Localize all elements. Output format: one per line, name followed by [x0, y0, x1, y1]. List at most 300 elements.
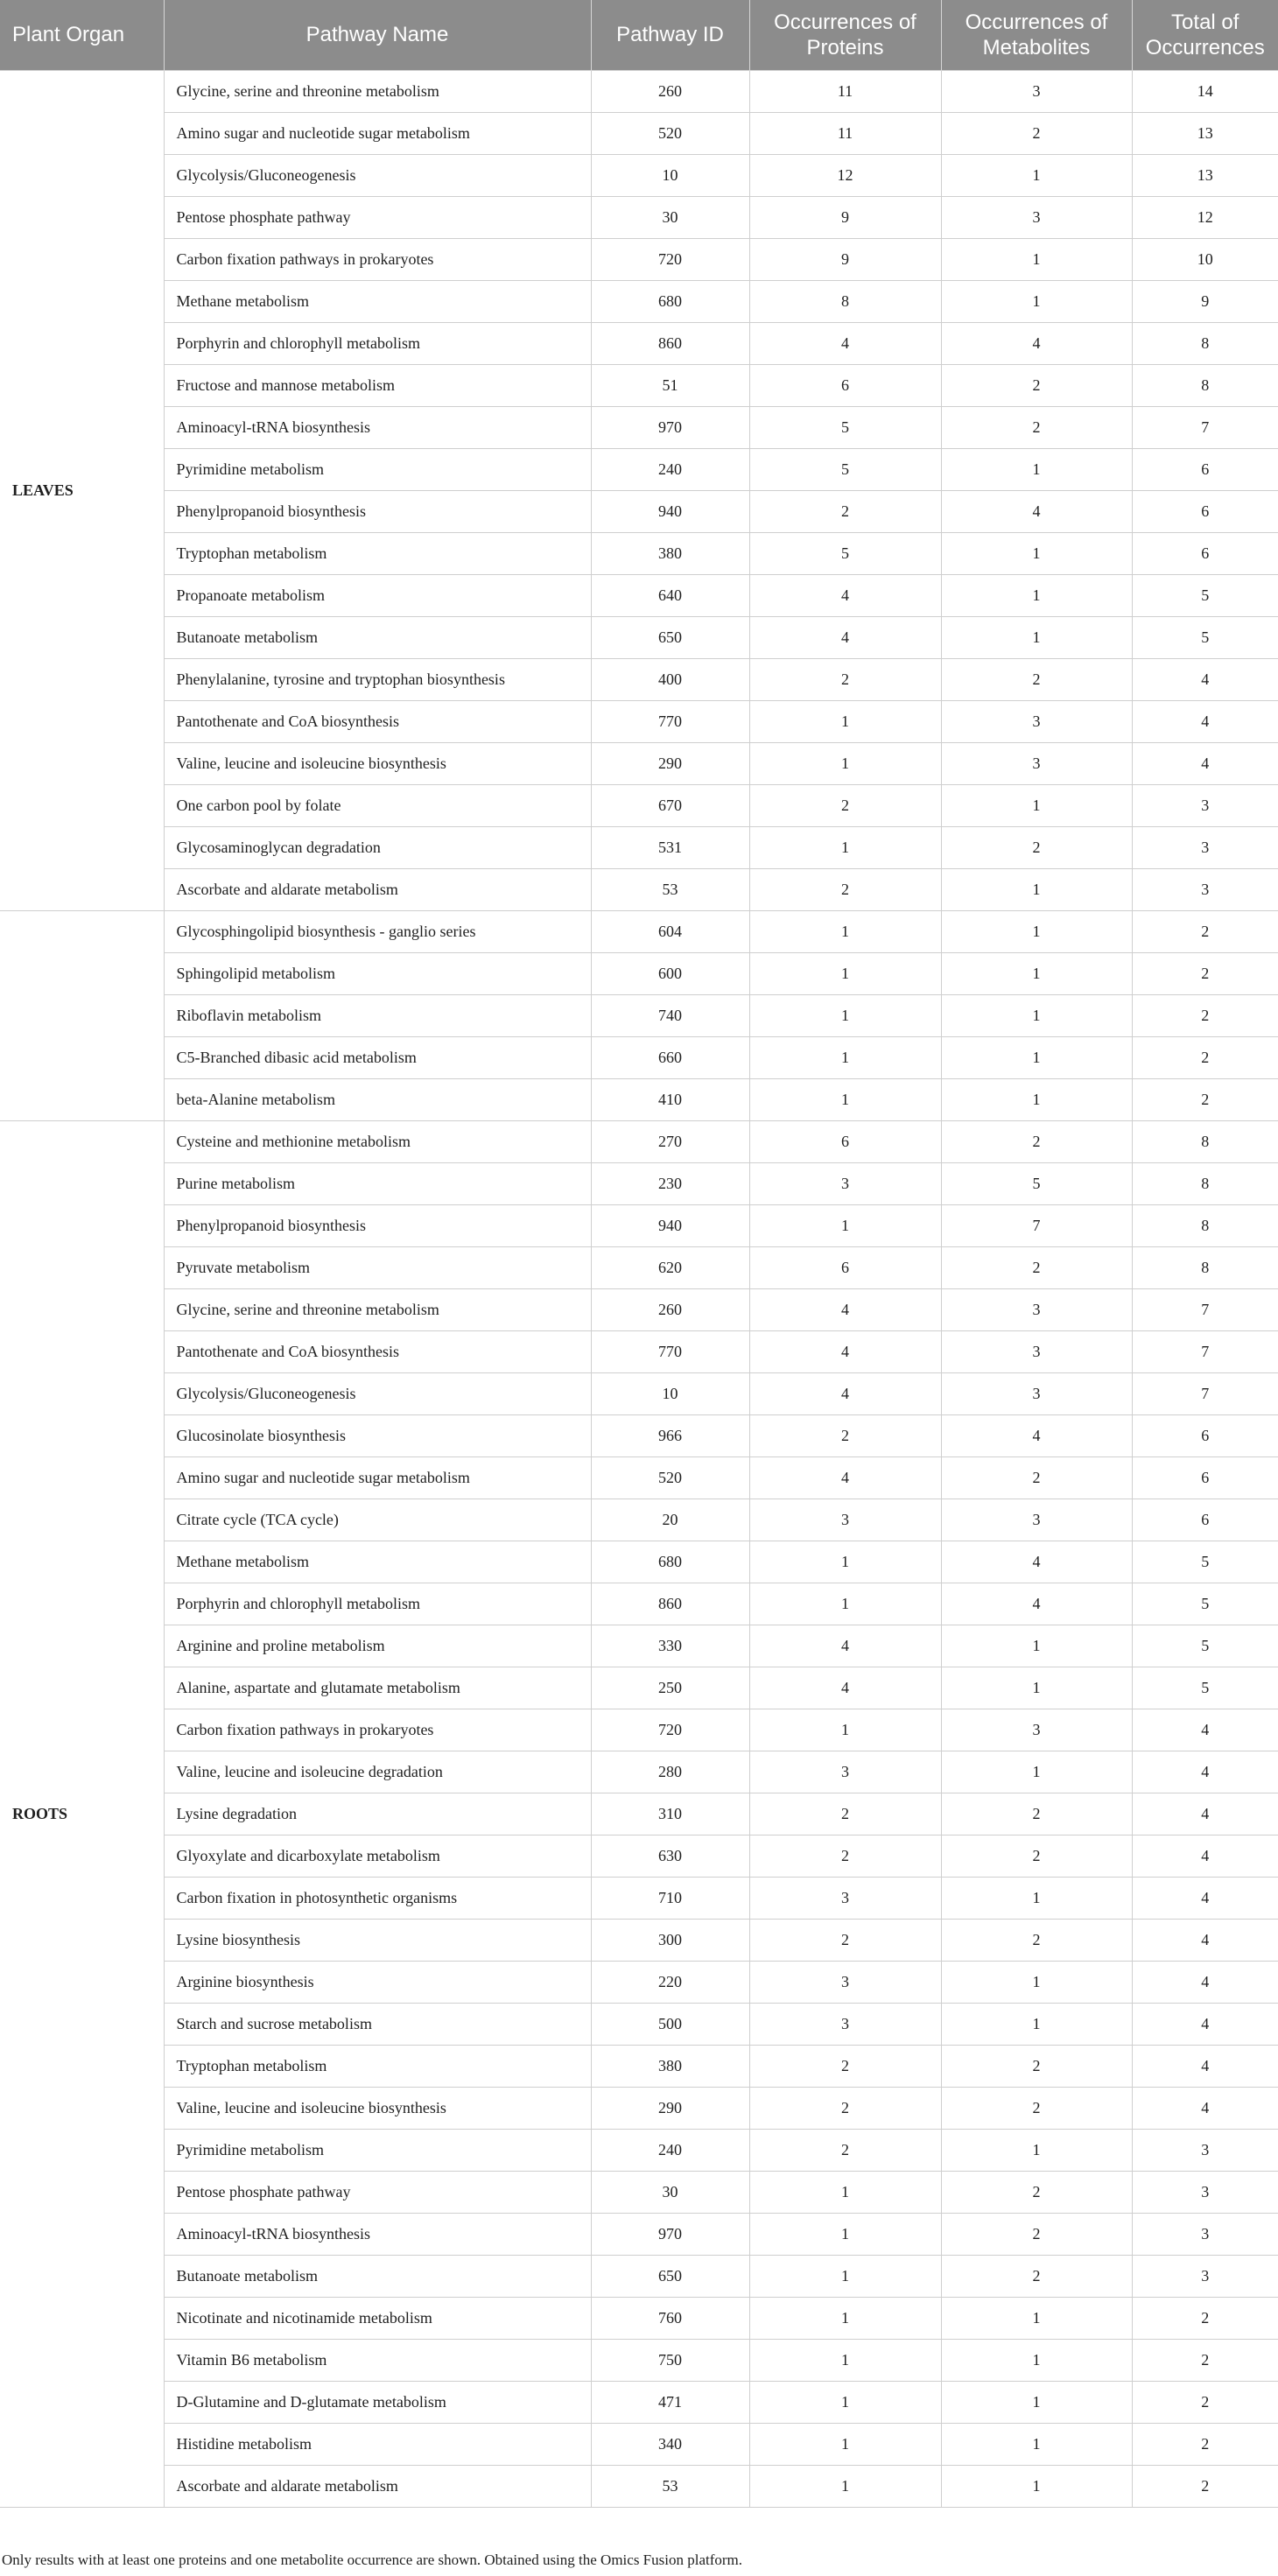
- table-row: [0, 2423, 1278, 2465]
- header-pathway-name: Pathway Name: [164, 0, 591, 70]
- total-count-cell: 10: [1132, 238, 1278, 280]
- table-row: [0, 2381, 1278, 2423]
- metabolites-count-cell: 3: [941, 1709, 1132, 1751]
- metabolites-count-cell: 1: [941, 2381, 1132, 2423]
- pathway-id-cell: 290: [591, 742, 749, 784]
- proteins-count-cell: 4: [749, 322, 941, 364]
- metabolites-count-cell: 1: [941, 2129, 1132, 2171]
- metabolites-count-cell: 1: [941, 280, 1132, 322]
- proteins-count-cell: 2: [749, 658, 941, 700]
- proteins-count-cell: 2: [749, 784, 941, 826]
- pathway-id-cell: 10: [591, 1372, 749, 1414]
- proteins-count-cell: 9: [749, 238, 941, 280]
- total-count-cell: 2: [1132, 2339, 1278, 2381]
- table-row: [0, 1204, 1278, 1246]
- metabolites-count-cell: 4: [941, 322, 1132, 364]
- pathway-id-cell: 860: [591, 322, 749, 364]
- metabolites-count-cell: 2: [941, 826, 1132, 868]
- pathway-id-cell: 471: [591, 2381, 749, 2423]
- table-row: [0, 2129, 1278, 2171]
- pathway-name-cell: Pantothenate and CoA biosynthesis: [164, 1330, 591, 1372]
- pathway-name-cell: Pyrimidine metabolism: [164, 448, 591, 490]
- total-count-cell: 4: [1132, 1877, 1278, 1919]
- total-count-cell: 4: [1132, 2087, 1278, 2129]
- metabolites-count-cell: 2: [941, 1835, 1132, 1877]
- pathway-name-cell: Lysine biosynthesis: [164, 1919, 591, 1961]
- pathway-name-cell: Ascorbate and aldarate metabolism: [164, 868, 591, 910]
- proteins-count-cell: 1: [749, 910, 941, 952]
- pathway-id-cell: 300: [591, 1919, 749, 1961]
- pathway-id-cell: 400: [591, 658, 749, 700]
- proteins-count-cell: 8: [749, 280, 941, 322]
- total-count-cell: 4: [1132, 700, 1278, 742]
- proteins-count-cell: 1: [749, 1078, 941, 1120]
- proteins-count-cell: 11: [749, 112, 941, 154]
- table-row: [0, 1036, 1278, 1078]
- proteins-count-cell: 1: [749, 2297, 941, 2339]
- pathway-name-cell: beta-Alanine metabolism: [164, 1078, 591, 1120]
- table-row: [0, 532, 1278, 574]
- table-row: [0, 1541, 1278, 1583]
- pathway-name-cell: D-Glutamine and D-glutamate metabolism: [164, 2381, 591, 2423]
- metabolites-count-cell: 2: [941, 2171, 1132, 2213]
- proteins-count-cell: 1: [749, 2465, 941, 2507]
- metabolites-count-cell: 3: [941, 700, 1132, 742]
- table-row: [0, 1078, 1278, 1120]
- metabolites-count-cell: 1: [941, 2423, 1132, 2465]
- metabolites-count-cell: 2: [941, 1793, 1132, 1835]
- metabolites-count-cell: 3: [941, 70, 1132, 112]
- table-row: [0, 70, 1278, 112]
- metabolites-count-cell: 2: [941, 2087, 1132, 2129]
- pathway-name-cell: Methane metabolism: [164, 280, 591, 322]
- pathway-name-cell: Glycine, serine and threonine metabolism: [164, 70, 591, 112]
- table-row: [0, 826, 1278, 868]
- pathway-name-cell: Fructose and mannose metabolism: [164, 364, 591, 406]
- total-count-cell: 4: [1132, 2045, 1278, 2087]
- pathway-id-cell: 970: [591, 2213, 749, 2255]
- table-row: [0, 448, 1278, 490]
- proteins-count-cell: 1: [749, 742, 941, 784]
- pathway-name-cell: Histidine metabolism: [164, 2423, 591, 2465]
- metabolites-count-cell: 1: [941, 784, 1132, 826]
- pathway-name-cell: Citrate cycle (TCA cycle): [164, 1499, 591, 1541]
- table-row: [0, 700, 1278, 742]
- total-count-cell: 13: [1132, 154, 1278, 196]
- metabolites-count-cell: 1: [941, 1625, 1132, 1667]
- proteins-count-cell: 2: [749, 2129, 941, 2171]
- total-count-cell: 2: [1132, 2297, 1278, 2339]
- metabolites-count-cell: 1: [941, 1667, 1132, 1709]
- metabolites-count-cell: 1: [941, 448, 1132, 490]
- table-row: [0, 1919, 1278, 1961]
- table-row: [0, 658, 1278, 700]
- proteins-count-cell: 1: [749, 2213, 941, 2255]
- proteins-count-cell: 1: [749, 1709, 941, 1751]
- metabolites-count-cell: 3: [941, 742, 1132, 784]
- total-count-cell: 5: [1132, 1541, 1278, 1583]
- table-row: [0, 1583, 1278, 1625]
- table-row: [0, 616, 1278, 658]
- pathway-name-cell: Arginine biosynthesis: [164, 1961, 591, 2003]
- metabolites-count-cell: 1: [941, 238, 1132, 280]
- metabolites-count-cell: 4: [941, 1414, 1132, 1456]
- metabolites-count-cell: 1: [941, 1961, 1132, 2003]
- proteins-count-cell: 1: [749, 1541, 941, 1583]
- pathway-name-cell: Butanoate metabolism: [164, 616, 591, 658]
- total-count-cell: 4: [1132, 2003, 1278, 2045]
- total-count-cell: 4: [1132, 1919, 1278, 1961]
- pathway-id-cell: 620: [591, 1246, 749, 1288]
- proteins-count-cell: 4: [749, 1288, 941, 1330]
- table-row: [0, 2087, 1278, 2129]
- pathway-id-cell: 650: [591, 2255, 749, 2297]
- table-row: [0, 1877, 1278, 1919]
- pathway-name-cell: Glucosinolate biosynthesis: [164, 1414, 591, 1456]
- pathway-name-cell: Phenylpropanoid biosynthesis: [164, 490, 591, 532]
- proteins-count-cell: 3: [749, 2003, 941, 2045]
- proteins-count-cell: 3: [749, 1499, 941, 1541]
- pathway-name-cell: Arginine and proline metabolism: [164, 1625, 591, 1667]
- total-count-cell: 7: [1132, 1330, 1278, 1372]
- pathway-name-cell: Valine, leucine and isoleucine biosynthesis: [164, 2087, 591, 2129]
- metabolites-count-cell: 1: [941, 1036, 1132, 1078]
- pathway-id-cell: 410: [591, 1078, 749, 1120]
- pathway-id-cell: 240: [591, 2129, 749, 2171]
- table-row: [0, 2171, 1278, 2213]
- proteins-count-cell: 6: [749, 364, 941, 406]
- pathway-id-cell: 240: [591, 448, 749, 490]
- total-count-cell: 8: [1132, 364, 1278, 406]
- table-row: [0, 364, 1278, 406]
- total-count-cell: 2: [1132, 1078, 1278, 1120]
- pathway-id-cell: 500: [591, 2003, 749, 2045]
- total-count-cell: 5: [1132, 574, 1278, 616]
- proteins-count-cell: 3: [749, 1961, 941, 2003]
- proteins-count-cell: 2: [749, 1835, 941, 1877]
- proteins-count-cell: 1: [749, 1204, 941, 1246]
- pathway-name-cell: Aminoacyl-tRNA biosynthesis: [164, 406, 591, 448]
- table-row: [0, 2297, 1278, 2339]
- metabolites-count-cell: 7: [941, 1204, 1132, 1246]
- table-row: [0, 2339, 1278, 2381]
- proteins-count-cell: 5: [749, 532, 941, 574]
- metabolites-count-cell: 4: [941, 1541, 1132, 1583]
- metabolites-count-cell: 1: [941, 532, 1132, 574]
- pathway-id-cell: 270: [591, 1120, 749, 1162]
- pathway-name-cell: Glycosphingolipid biosynthesis - ganglio series: [164, 910, 591, 952]
- proteins-count-cell: 1: [749, 700, 941, 742]
- pathway-name-cell: Methane metabolism: [164, 1541, 591, 1583]
- metabolites-count-cell: 3: [941, 196, 1132, 238]
- pathway-name-cell: One carbon pool by folate: [164, 784, 591, 826]
- pathway-id-cell: 53: [591, 868, 749, 910]
- total-count-cell: 4: [1132, 742, 1278, 784]
- proteins-count-cell: 1: [749, 2339, 941, 2381]
- table-row: [0, 1625, 1278, 1667]
- proteins-count-cell: 2: [749, 2087, 941, 2129]
- pathway-name-cell: Propanoate metabolism: [164, 574, 591, 616]
- pathway-name-cell: Riboflavin metabolism: [164, 994, 591, 1036]
- proteins-count-cell: 4: [749, 616, 941, 658]
- proteins-count-cell: 2: [749, 490, 941, 532]
- metabolites-count-cell: 2: [941, 364, 1132, 406]
- plant-organ-cell: [0, 910, 164, 1120]
- table-row: [0, 2045, 1278, 2087]
- metabolites-count-cell: 1: [941, 574, 1132, 616]
- proteins-count-cell: 4: [749, 1667, 941, 1709]
- pathway-name-cell: Vitamin B6 metabolism: [164, 2339, 591, 2381]
- table-row: [0, 1961, 1278, 2003]
- total-count-cell: 3: [1132, 868, 1278, 910]
- pathway-name-cell: C5-Branched dibasic acid metabolism: [164, 1036, 591, 1078]
- metabolites-count-cell: 2: [941, 2045, 1132, 2087]
- metabolites-count-cell: 5: [941, 1162, 1132, 1204]
- pathway-name-cell: Glycolysis/Gluconeogenesis: [164, 1372, 591, 1414]
- total-count-cell: 2: [1132, 2381, 1278, 2423]
- proteins-count-cell: 9: [749, 196, 941, 238]
- table-row: [0, 1835, 1278, 1877]
- pathway-name-cell: Carbon fixation in photosynthetic organisms: [164, 1877, 591, 1919]
- pathway-id-cell: 970: [591, 406, 749, 448]
- pathway-id-cell: 770: [591, 700, 749, 742]
- metabolites-count-cell: 1: [941, 2465, 1132, 2507]
- metabolites-count-cell: 1: [941, 910, 1132, 952]
- pathway-name-cell: Valine, leucine and isoleucine degradation: [164, 1751, 591, 1793]
- table-row: [0, 1414, 1278, 1456]
- proteins-count-cell: 2: [749, 1414, 941, 1456]
- total-count-cell: 13: [1132, 112, 1278, 154]
- table-row: [0, 2465, 1278, 2507]
- proteins-count-cell: 1: [749, 1036, 941, 1078]
- table-row: [0, 1709, 1278, 1751]
- pathway-name-cell: Purine metabolism: [164, 1162, 591, 1204]
- metabolites-count-cell: 1: [941, 2297, 1132, 2339]
- table-row: [0, 322, 1278, 364]
- total-count-cell: 3: [1132, 2171, 1278, 2213]
- metabolites-count-cell: 4: [941, 490, 1132, 532]
- pathway-id-cell: 640: [591, 574, 749, 616]
- pathway-name-cell: Porphyrin and chlorophyll metabolism: [164, 322, 591, 364]
- pathway-name-cell: Tryptophan metabolism: [164, 2045, 591, 2087]
- metabolites-count-cell: 3: [941, 1372, 1132, 1414]
- pathway-id-cell: 30: [591, 2171, 749, 2213]
- proteins-count-cell: 3: [749, 1751, 941, 1793]
- pathway-id-cell: 670: [591, 784, 749, 826]
- pathway-name-cell: Pyrimidine metabolism: [164, 2129, 591, 2171]
- pathway-name-cell: Butanoate metabolism: [164, 2255, 591, 2297]
- proteins-count-cell: 6: [749, 1120, 941, 1162]
- pathway-id-cell: 720: [591, 1709, 749, 1751]
- total-count-cell: 9: [1132, 280, 1278, 322]
- pathway-name-cell: Starch and sucrose metabolism: [164, 2003, 591, 2045]
- proteins-count-cell: 4: [749, 1372, 941, 1414]
- total-count-cell: 4: [1132, 658, 1278, 700]
- table-footnote: Only results with at least one proteins and one metabolite occurrence are shown. Obtained using the Omics Fusion platform.: [2, 2551, 743, 2568]
- total-count-cell: 2: [1132, 2423, 1278, 2465]
- pathway-id-cell: 940: [591, 1204, 749, 1246]
- metabolites-count-cell: 3: [941, 1288, 1132, 1330]
- total-count-cell: 8: [1132, 1162, 1278, 1204]
- table-row: [0, 154, 1278, 196]
- total-count-cell: 3: [1132, 826, 1278, 868]
- total-count-cell: 8: [1132, 1120, 1278, 1162]
- table-row: [0, 1456, 1278, 1499]
- table-row: [0, 280, 1278, 322]
- total-count-cell: 4: [1132, 1709, 1278, 1751]
- metabolites-count-cell: 2: [941, 658, 1132, 700]
- metabolites-count-cell: 1: [941, 2339, 1132, 2381]
- total-count-cell: 5: [1132, 1625, 1278, 1667]
- total-count-cell: 2: [1132, 910, 1278, 952]
- total-count-cell: 2: [1132, 994, 1278, 1036]
- header-plant-organ: Plant Organ: [0, 0, 164, 70]
- total-count-cell: 2: [1132, 1036, 1278, 1078]
- proteins-count-cell: 1: [749, 2171, 941, 2213]
- table-row: [0, 1162, 1278, 1204]
- proteins-count-cell: 5: [749, 448, 941, 490]
- metabolites-count-cell: 2: [941, 1919, 1132, 1961]
- pathway-id-cell: 966: [591, 1414, 749, 1456]
- metabolites-count-cell: 2: [941, 1120, 1132, 1162]
- pathway-name-cell: Pantothenate and CoA biosynthesis: [164, 700, 591, 742]
- total-count-cell: 3: [1132, 2213, 1278, 2255]
- pathway-id-cell: 20: [591, 1499, 749, 1541]
- pathway-name-cell: Glycosaminoglycan degradation: [164, 826, 591, 868]
- proteins-count-cell: 2: [749, 1793, 941, 1835]
- total-count-cell: 4: [1132, 1961, 1278, 2003]
- table-row: [0, 868, 1278, 910]
- plant-organ-cell: LEAVES: [0, 70, 164, 910]
- table-row: [0, 952, 1278, 994]
- proteins-count-cell: 4: [749, 1330, 941, 1372]
- pathway-name-cell: Nicotinate and nicotinamide metabolism: [164, 2297, 591, 2339]
- pathway-id-cell: 650: [591, 616, 749, 658]
- total-count-cell: 6: [1132, 448, 1278, 490]
- total-count-cell: 4: [1132, 1751, 1278, 1793]
- proteins-count-cell: 1: [749, 952, 941, 994]
- pathway-name-cell: Valine, leucine and isoleucine biosynthesis: [164, 742, 591, 784]
- total-count-cell: 7: [1132, 406, 1278, 448]
- pathway-id-cell: 604: [591, 910, 749, 952]
- table-row: [0, 2255, 1278, 2297]
- metabolites-count-cell: 1: [941, 154, 1132, 196]
- metabolites-count-cell: 2: [941, 406, 1132, 448]
- pathway-id-cell: 750: [591, 2339, 749, 2381]
- total-count-cell: 3: [1132, 784, 1278, 826]
- plant-organ-cell: ROOTS: [0, 1120, 164, 2507]
- pathway-id-cell: 680: [591, 1541, 749, 1583]
- total-count-cell: 14: [1132, 70, 1278, 112]
- pathway-id-cell: 51: [591, 364, 749, 406]
- pathway-id-cell: 680: [591, 280, 749, 322]
- pathway-id-cell: 310: [591, 1793, 749, 1835]
- metabolites-count-cell: 1: [941, 868, 1132, 910]
- total-count-cell: 2: [1132, 952, 1278, 994]
- table-row: [0, 742, 1278, 784]
- total-count-cell: 6: [1132, 1414, 1278, 1456]
- pathway-name-cell: Ascorbate and aldarate metabolism: [164, 2465, 591, 2507]
- metabolites-count-cell: 2: [941, 112, 1132, 154]
- pathway-id-cell: 630: [591, 1835, 749, 1877]
- metabolites-count-cell: 4: [941, 1583, 1132, 1625]
- header-occurrences-proteins: Occurrences of Proteins: [749, 0, 941, 70]
- table-header: [0, 0, 1278, 70]
- table-row: [0, 112, 1278, 154]
- metabolites-count-cell: 3: [941, 1499, 1132, 1541]
- proteins-count-cell: 12: [749, 154, 941, 196]
- pathway-id-cell: 740: [591, 994, 749, 1036]
- pathway-id-cell: 380: [591, 2045, 749, 2087]
- table-row: [0, 2213, 1278, 2255]
- pathway-id-cell: 760: [591, 2297, 749, 2339]
- table-row: [0, 574, 1278, 616]
- table-row: [0, 196, 1278, 238]
- proteins-count-cell: 1: [749, 826, 941, 868]
- table-row: [0, 1372, 1278, 1414]
- total-count-cell: 7: [1132, 1288, 1278, 1330]
- metabolites-count-cell: 3: [941, 1330, 1132, 1372]
- total-count-cell: 4: [1132, 1793, 1278, 1835]
- pathway-id-cell: 30: [591, 196, 749, 238]
- proteins-count-cell: 4: [749, 1456, 941, 1499]
- proteins-count-cell: 6: [749, 1246, 941, 1288]
- total-count-cell: 6: [1132, 490, 1278, 532]
- total-count-cell: 8: [1132, 1246, 1278, 1288]
- pathway-id-cell: 260: [591, 70, 749, 112]
- total-count-cell: 8: [1132, 1204, 1278, 1246]
- metabolites-count-cell: 1: [941, 616, 1132, 658]
- metabolites-count-cell: 2: [941, 1456, 1132, 1499]
- proteins-count-cell: 2: [749, 868, 941, 910]
- pathway-id-cell: 660: [591, 1036, 749, 1078]
- metabolites-count-cell: 2: [941, 2255, 1132, 2297]
- table-row: [0, 1330, 1278, 1372]
- pathway-name-cell: Cysteine and methionine metabolism: [164, 1120, 591, 1162]
- total-count-cell: 3: [1132, 2255, 1278, 2297]
- table-row: [0, 1120, 1278, 1162]
- pathway-id-cell: 531: [591, 826, 749, 868]
- total-count-cell: 5: [1132, 1583, 1278, 1625]
- proteins-count-cell: 1: [749, 1583, 941, 1625]
- proteins-count-cell: 1: [749, 2423, 941, 2465]
- table-row: [0, 490, 1278, 532]
- pathway-name-cell: Glyoxylate and dicarboxylate metabolism: [164, 1835, 591, 1877]
- table-row: [0, 784, 1278, 826]
- proteins-count-cell: 3: [749, 1162, 941, 1204]
- pathway-name-cell: Alanine, aspartate and glutamate metabolism: [164, 1667, 591, 1709]
- total-count-cell: 6: [1132, 1456, 1278, 1499]
- metabolites-count-cell: 1: [941, 1751, 1132, 1793]
- proteins-count-cell: 1: [749, 994, 941, 1036]
- table-row: [0, 1499, 1278, 1541]
- pathway-name-cell: Pentose phosphate pathway: [164, 196, 591, 238]
- total-count-cell: 5: [1132, 1667, 1278, 1709]
- metabolites-count-cell: 1: [941, 994, 1132, 1036]
- total-count-cell: 6: [1132, 1499, 1278, 1541]
- pathway-name-cell: Pyruvate metabolism: [164, 1246, 591, 1288]
- total-count-cell: 6: [1132, 532, 1278, 574]
- metabolites-count-cell: 1: [941, 1877, 1132, 1919]
- proteins-count-cell: 2: [749, 2045, 941, 2087]
- table-row: [0, 1793, 1278, 1835]
- proteins-count-cell: 5: [749, 406, 941, 448]
- total-count-cell: 7: [1132, 1372, 1278, 1414]
- header-row: [0, 0, 1278, 70]
- proteins-count-cell: 11: [749, 70, 941, 112]
- pathway-name-cell: Lysine degradation: [164, 1793, 591, 1835]
- pathway-name-cell: Glycolysis/Gluconeogenesis: [164, 154, 591, 196]
